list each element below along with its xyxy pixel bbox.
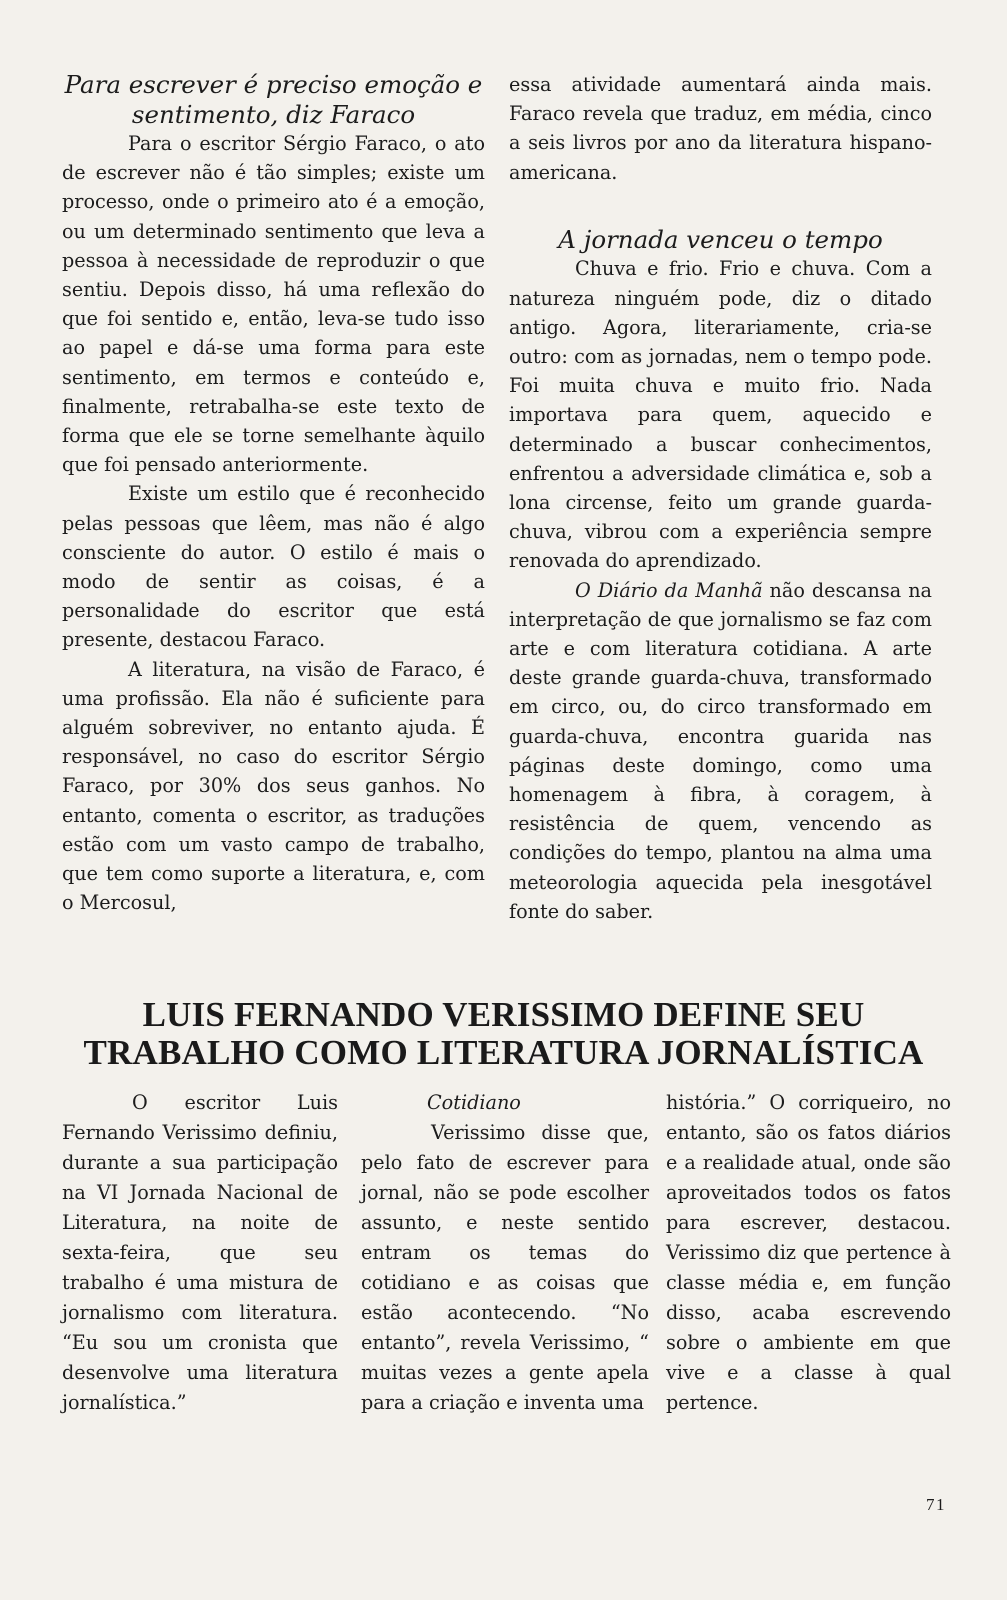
article-headline-verissimo [40,996,967,1072]
newspaper-name: O Diário da Manhã [575,578,763,602]
column-bottom-1 [62,1088,338,1418]
paragraph: Para o escritor Sérgio Faraco, o ato de escrever não é tão simples; existe um processo, onde o primeiro ato é a emoção, ou um determinado sentimento que leva a pessoa à necessidade de reproduzir o que sentiu. Depois disso, há uma reflexão do que foi sentido e, então, leva-se tudo isso ao papel e dá-se uma forma para este sentimento, em termos e conteúdo e, finalmente, retrabalha-se este texto de forma que ele se torne semelhante àquilo que foi pensado anteriormente. [62,132,485,477]
column-bottom-2 [361,1088,649,1418]
paragraph: Existe um estilo que é reconhecido pelas pessoas que lêem, mas não é algo consciente do autor. O estilo é mais o modo de sentir as coisas, é a personalidade do escritor que está presente, destacou Faraco. [62,482,485,652]
paragraph: A literatura, na visão de Faraco, é uma profissão. Ela não é suficiente para alguém sobreviver, no entanto ajuda. É responsável, no caso do escritor Sérgio Faraco, por 30% dos seus ganhos. No entanto, comenta o escritor, as traduções estão com um vasto campo de trabalho, que tem como suporte a literatura, e, com o Mercosul, [62,657,485,915]
paragraph-continuation: história.” O corriqueiro, no entanto, são os fatos diários e a realidade atual, onde são aproveitados todos os fatos para escrever, destacou. Verissimo diz que pertence à classe média e, em função disso, acaba escrevendo sobre o ambiente em que vive e a classe à qual pertence. [666,1091,951,1414]
article-heading-faraco: Para escrever é preciso emoção e sentimento, diz Faraco [64,70,483,129]
paragraph-text: não descansa na interpretação de que jornalismo se faz com arte e com literatura cotidiana. A arte deste grande guarda-chuva, transformado em circo, ou, do circo transformado em guarda-chuva, encontra guarida nas páginas deste domingo, como uma homenagem à fibra, à coragem, à resistência de quem, vencendo as condições do tempo, plantou na alma uma meteorologia aquecida pela inesgotável fonte do saber. [509,578,932,923]
paragraph: O escritor Luis Fernando Verissimo definiu, durante a sua participação na VI Jornada Nacional de Literatura, na noite de sexta-feira, que seu trabalho é uma mistura de jornalismo com literatura. “Eu sou um cronista que desenvolve uma literatura jornalística.” [62,1091,338,1414]
column-top-right [509,70,932,926]
paragraph-continuation: essa atividade aumentará ainda mais. Faraco revela que traduz, em média, cinco a seis livros por ano da literatura hispano-americana. [509,73,932,184]
paragraph: Verissimo disse que, pelo fato de escrever para jornal, não se pode escolher assunto, e neste sentido entram os temas do cotidiano e as coisas que estão acontecendo. “No entanto”, revela Verissimo, “ muitas vezes a gente apela para a criação e inventa uma [361,1121,649,1414]
page-number: 71 [926,1495,946,1514]
headline-line: TRABALHO COMO LITERATURA JORNALÍSTICA [83,1033,924,1072]
subheading-cotidiano: Cotidiano [427,1091,521,1114]
paragraph [509,576,932,926]
article-heading-jornada: A jornada venceu o tempo [558,224,883,254]
paragraph: Chuva e frio. Frio e chuva. Com a natureza ninguém pode, diz o ditado antigo. Agora, literariamente, cria-se outro: com as jornadas, nem o tempo pode. Foi muita chuva e muito frio. Nada importava para quem, aquecido e determinado a buscar conhecimentos, enfrentou a adversidade climática e, sob a lona circense, feito um grande guarda-chuva, vibrou com a experiência sempre renovada do aprendizado. [509,257,932,573]
column-top-left [62,70,485,917]
headline-line: LUIS FERNANDO VERISSIMO DEFINE SEU [142,995,865,1034]
column-bottom-3 [666,1088,951,1418]
